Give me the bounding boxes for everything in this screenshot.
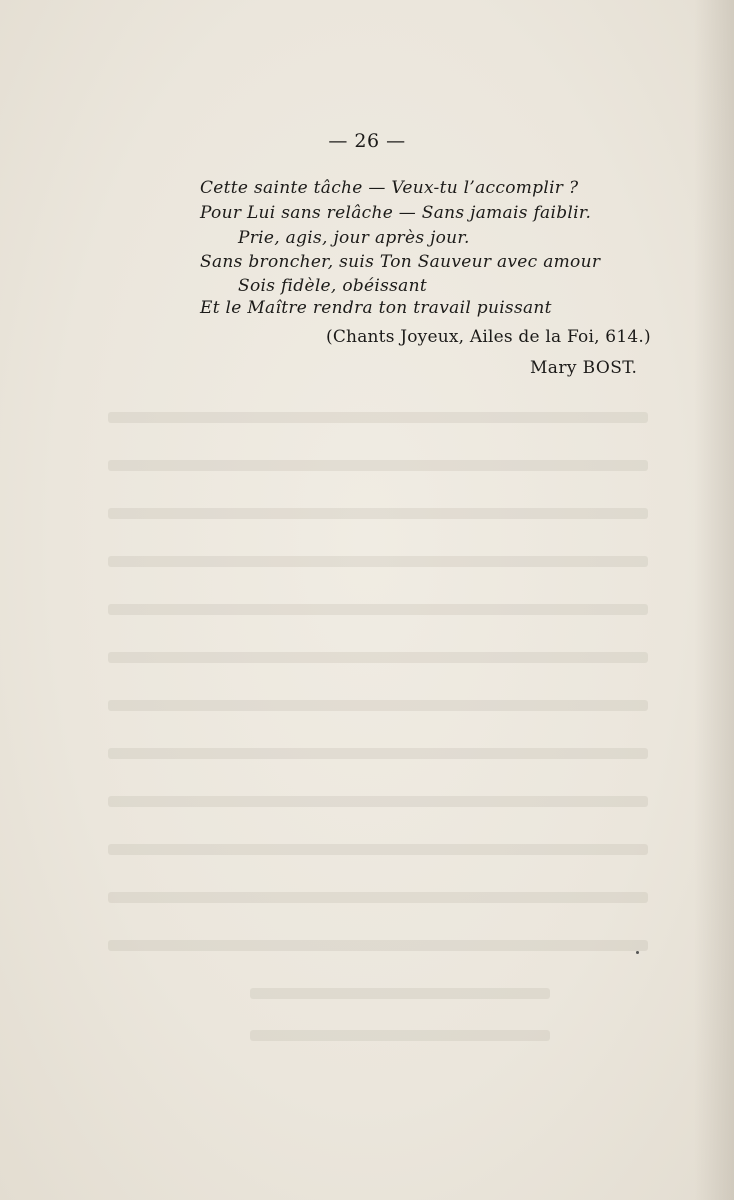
show-through-line [108, 652, 648, 663]
page-number: — 26 — [328, 130, 406, 152]
poem-line: Et le Maître rendra ton travail puissant [200, 298, 552, 318]
show-through-line [250, 988, 550, 999]
show-through-line [250, 1030, 550, 1041]
show-through-line [108, 508, 648, 519]
poem-line: Pour Lui sans relâche — Sans jamais faiblir. [200, 203, 592, 223]
show-through-line [108, 796, 648, 807]
ink-speck [636, 951, 639, 954]
show-through-line [108, 940, 648, 951]
poem-source-citation: (Chants Joyeux, Ailes de la Foi, 614.) [326, 327, 651, 347]
show-through-line [108, 748, 648, 759]
poem-line: Sois fidèle, obéissant [238, 276, 428, 296]
show-through-line [108, 844, 648, 855]
page-edge-shadow [694, 0, 734, 1200]
poem-line: Sans broncher, suis Ton Sauveur avec amour [200, 252, 601, 272]
show-through-line [108, 892, 648, 903]
show-through-line [108, 700, 648, 711]
poem-author: Mary BOST. [530, 358, 638, 378]
poem-line: Prie, agis, jour après jour. [238, 228, 470, 248]
show-through-line [108, 460, 648, 471]
show-through-line [108, 556, 648, 567]
show-through-line [108, 604, 648, 615]
show-through-line [108, 412, 648, 423]
poem-line: Cette sainte tâche — Veux-tu l’accomplir ? [200, 178, 579, 198]
